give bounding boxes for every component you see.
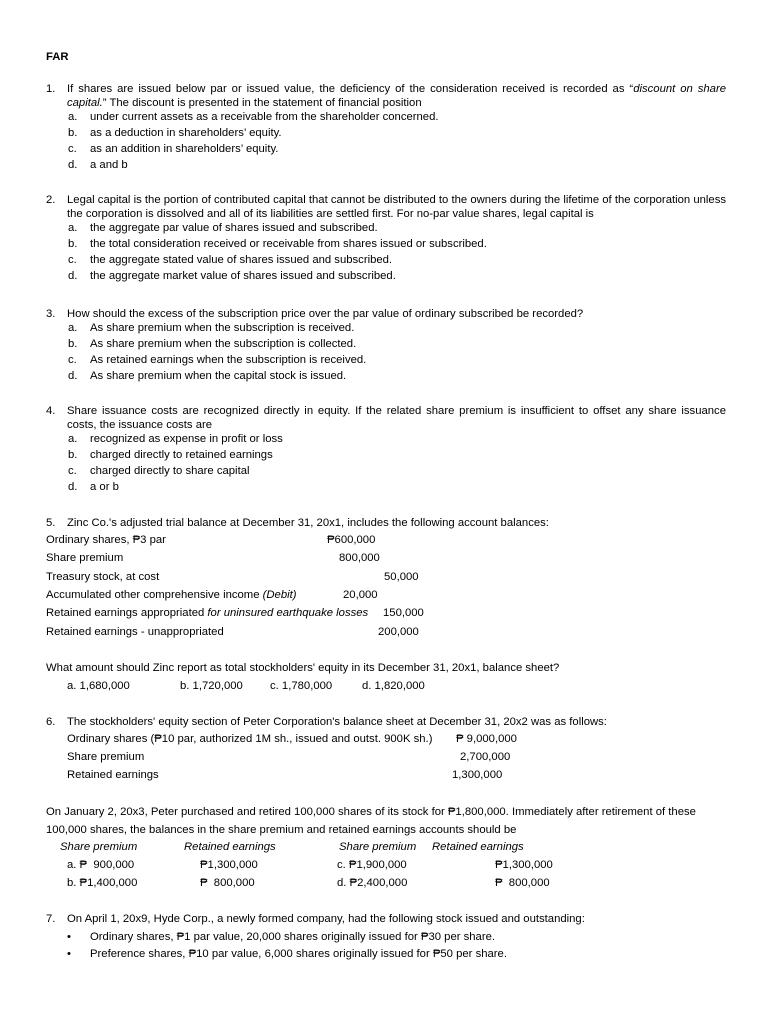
- question-number: 7.: [46, 913, 56, 925]
- option-letter: c.: [68, 354, 77, 367]
- equity-label: Share premium: [67, 751, 145, 763]
- option-letter: b.: [68, 338, 78, 351]
- question-2: [46, 193, 726, 285]
- option-letter: b.: [68, 238, 78, 251]
- document-header: FAR: [46, 51, 69, 63]
- question-text: Zinc Co.'s adjusted trial balance at December 31, 20x1, includes the following account balances:: [67, 517, 549, 529]
- question-number: 5.: [46, 517, 56, 529]
- account-label: Retained earnings - unappropriated: [46, 626, 224, 638]
- choice-c: c. 1,780,000: [270, 680, 333, 692]
- question-text: The stockholders' equity section of Peter Corporation's balance sheet at December 31, 20x2 was as follows:: [67, 716, 607, 728]
- option-text: a and b: [90, 159, 128, 172]
- option-c: [68, 353, 726, 369]
- account-value: 20,000: [343, 589, 378, 601]
- option-text: as a deduction in shareholders’ equity.: [90, 127, 282, 140]
- option-text: under current assets as a receivable from the shareholder concerned.: [90, 111, 439, 124]
- account-value: 50,000: [384, 571, 419, 583]
- account-label: Treasury stock, at cost: [46, 571, 160, 583]
- equity-value: 1,300,000: [452, 769, 503, 781]
- answer-cell: ₱1,300,000: [495, 859, 553, 871]
- answer-cell: d. ₱2,400,000: [337, 877, 408, 889]
- account-label: [46, 588, 297, 602]
- option-text: As share premium when the subscription is collected.: [90, 338, 357, 351]
- option-a: [68, 321, 726, 337]
- column-header: Share premium: [339, 841, 417, 853]
- option-b: [68, 126, 726, 142]
- question-number: 1.: [46, 83, 56, 95]
- equity-label: Retained earnings: [67, 769, 159, 781]
- question-1: [46, 82, 726, 174]
- option-a: [68, 432, 726, 448]
- option-d: [68, 369, 726, 385]
- question-number: 3.: [46, 308, 56, 320]
- question-text: How should the excess of the subscription price over the par value of ordinary subscribed be recorded?: [67, 308, 584, 320]
- option-text: the aggregate market value of shares issued and subscribed.: [90, 270, 396, 283]
- question-text: Legal capital is the portion of contributed capital that cannot be distributed to the owners during the lifetime of the corporation unless the corporation is dissolved and all of its liabilities are settled first. For no-par value shares, legal capital is: [67, 194, 726, 221]
- option-d: [68, 158, 726, 174]
- account-label-emphasis: for uninsured earthquake losses: [207, 607, 369, 619]
- option-letter: d.: [68, 159, 78, 172]
- option-letter: b.: [68, 127, 78, 140]
- option-letter: b.: [68, 449, 78, 462]
- question-text-emphasis: discount on share capital.: [67, 83, 726, 110]
- option-text: charged directly to retained earnings: [90, 449, 273, 462]
- option-letter: a.: [68, 433, 78, 446]
- account-label-emphasis: (Debit): [262, 589, 297, 601]
- answer-cell: ₱1,300,000: [200, 859, 258, 871]
- column-header: Share premium: [60, 841, 138, 853]
- option-a: [68, 221, 726, 237]
- column-header: Retained earnings: [184, 841, 276, 853]
- option-b: [68, 337, 726, 353]
- question-number: 2.: [46, 194, 56, 206]
- bullet-icon: •: [67, 948, 71, 960]
- option-text: the total consideration received or receivable from shares issued or subscribed.: [90, 238, 487, 251]
- option-d: [68, 480, 726, 496]
- option-letter: a.: [68, 322, 78, 335]
- option-a: [68, 110, 726, 126]
- account-label: Share premium: [46, 552, 124, 564]
- account-value: 800,000: [339, 552, 380, 564]
- column-header: Retained earnings: [432, 841, 524, 853]
- question-paragraph: On January 2, 20x3, Peter purchased and retired 100,000 shares of its stock for ₱1,800,000. Immediately after retirement of these 100,000 shares, the balances in the share premium and retained earnings accounts should be: [46, 806, 696, 836]
- account-value: 150,000: [383, 607, 424, 619]
- option-text: as an addition in shareholders’ equity.: [90, 143, 279, 156]
- question-text: [67, 82, 726, 110]
- question-text: Share issuance costs are recognized directly in equity. If the related share premium is insufficient to offset any share issuance costs, the issuance costs are: [67, 405, 726, 432]
- option-letter: c.: [68, 465, 77, 478]
- option-c: [68, 253, 726, 269]
- answer-cell: c. ₱1,900,000: [337, 859, 407, 871]
- bullet-text: Preference shares, ₱10 par value, 6,000 shares originally issued for ₱50 per share.: [90, 948, 507, 960]
- choice-a: a. 1,680,000: [67, 680, 130, 692]
- answer-cell: ₱ 800,000: [495, 877, 550, 889]
- option-text: As retained earnings when the subscription is received.: [90, 354, 367, 367]
- option-letter: c.: [68, 254, 77, 267]
- option-text: charged directly to share capital: [90, 465, 250, 478]
- question-4: [46, 404, 726, 496]
- choice-b: b. 1,720,000: [180, 680, 243, 692]
- equity-value: 2,700,000: [460, 751, 511, 763]
- bullet-text: Ordinary shares, ₱1 par value, 20,000 shares originally issued for ₱30 per share.: [90, 931, 496, 943]
- account-label: [46, 606, 368, 620]
- option-letter: d.: [68, 370, 78, 383]
- option-letter: a.: [68, 222, 78, 235]
- account-label: Ordinary shares, ₱3 par: [46, 534, 166, 546]
- account-label-text: Accumulated other comprehensive income: [46, 589, 263, 601]
- question-text: On April 1, 20x9, Hyde Corp., a newly formed company, had the following stock issued and outstanding:: [67, 913, 585, 925]
- option-b: [68, 237, 726, 253]
- option-text: a or b: [90, 481, 119, 494]
- option-letter: d.: [68, 270, 78, 283]
- option-d: [68, 269, 726, 285]
- question-prompt: What amount should Zinc report as total stockholders' equity in its December 31, 20x1, balance sheet?: [46, 662, 560, 674]
- option-text: As share premium when the capital stock is issued.: [90, 370, 347, 383]
- answer-cell: b. ₱1,400,000: [67, 877, 138, 889]
- account-value: 200,000: [378, 626, 419, 638]
- equity-value: ₱ 9,000,000: [456, 733, 517, 745]
- question-number: 6.: [46, 716, 56, 728]
- account-label-text: Retained earnings appropriated: [46, 607, 208, 619]
- account-value: ₱600,000: [327, 534, 376, 546]
- answer-cell: a. ₱ 900,000: [67, 859, 135, 871]
- answer-cell: ₱ 800,000: [200, 877, 255, 889]
- question-number: 4.: [46, 405, 56, 417]
- option-letter: d.: [68, 481, 78, 494]
- option-letter: a.: [68, 111, 78, 124]
- option-text: As share premium when the subscription is received.: [90, 322, 355, 335]
- question-text-part: ” The discount is presented in the statement of financial position: [102, 97, 422, 110]
- question-3: [46, 307, 726, 385]
- option-letter: c.: [68, 143, 77, 156]
- equity-label: Ordinary shares (₱10 par, authorized 1M sh., issued and outst. 900K sh.): [67, 733, 433, 745]
- option-text: recognized as expense in profit or loss: [90, 433, 283, 446]
- choice-d: d. 1,820,000: [362, 680, 425, 692]
- option-text: the aggregate par value of shares issued and subscribed.: [90, 222, 378, 235]
- bullet-icon: •: [67, 931, 71, 943]
- option-c: [68, 464, 726, 480]
- option-text: the aggregate stated value of shares issued and subscribed.: [90, 254, 393, 267]
- question-text-part: If shares are issued below par or issued value, the deficiency of the consideration received is recorded as “: [67, 83, 634, 95]
- option-b: [68, 448, 726, 464]
- option-c: [68, 142, 726, 158]
